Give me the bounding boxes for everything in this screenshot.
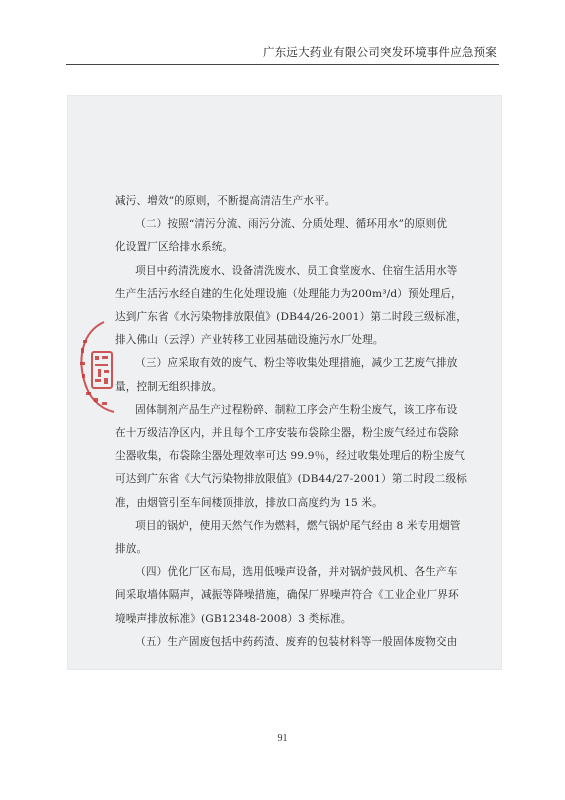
body-line: （四）优化厂区布局，选用低噪声设备，并对锅炉鼓风机、各生产车 (135, 566, 458, 579)
body-line: 项目的锅炉，使用天然气作为燃料，燃气锅炉尾气经由 8 米专用烟管 (135, 519, 461, 532)
body-line: 间采取墙体隔声，减振等降噪措施，确保厂界噪声符合《工业企业厂界环 (115, 589, 459, 602)
body-line: 在十万级洁净区内，并且每个工序安装布袋除尘器，粉尘废气经过布袋除 (115, 427, 459, 440)
body-line: 准，由烟管引至车间楼顶排放，排放口高度约为 15 米。 (115, 496, 383, 509)
body-line: 排放。 (115, 543, 148, 556)
document-body (115, 190, 468, 654)
body-line: 境噪声排放标准》(GB12348-2008）3 类标准。 (115, 612, 352, 625)
body-line: 固体制剂产品生产过程粉碎、制粒工序会产生粉尘废气，该工序布设 (135, 403, 458, 416)
body-line: 减污、增效”的原则，不断提高清洁生产水平。 (115, 195, 336, 207)
page-header-title: 广东远大药业有限公司突发环境事件应急预案 (263, 45, 497, 59)
body-line: 达到广东省《水污染物排放限值》(DB44/26-2001）第二时段三级标准， (115, 311, 468, 324)
body-line: 可达到广东省《大气污染物排放限值》(DB44/27-2001）第二时段二级标 (115, 473, 468, 486)
page-number: 91 (277, 733, 288, 744)
body-line: 尘器收集，布袋除尘器处理效率可达 99.9％，经过收集处理后的粉尘废气 (115, 450, 466, 463)
body-line: （三）应采取有效的废气、粉尘等收集处理措施，减少工艺废气排放 (135, 357, 458, 370)
body-line: 生产生活污水经自建的生化处理设施（处理能力为200m³/d）预处理后， (115, 287, 462, 300)
body-line: 排入佛山（云浮）产业转移工业园基础设施污水厂处理。 (115, 334, 384, 347)
body-line: 项目中药清洗废水、设备清洗废水、员工食堂废水、住宿生活用水等 (135, 264, 458, 277)
body-line: 量，控制无组织排放。 (115, 380, 223, 393)
body-line: （五）生产固废包括中药药渣、废弃的包装材料等一般固体废物交由 (135, 635, 458, 648)
body-line: 化设置厂区给排水系统。 (115, 241, 234, 254)
body-line: （二）按照“清污分流、雨污分流、分质处理、循环用水”的原则优 (135, 218, 448, 231)
header-divider (66, 64, 499, 65)
